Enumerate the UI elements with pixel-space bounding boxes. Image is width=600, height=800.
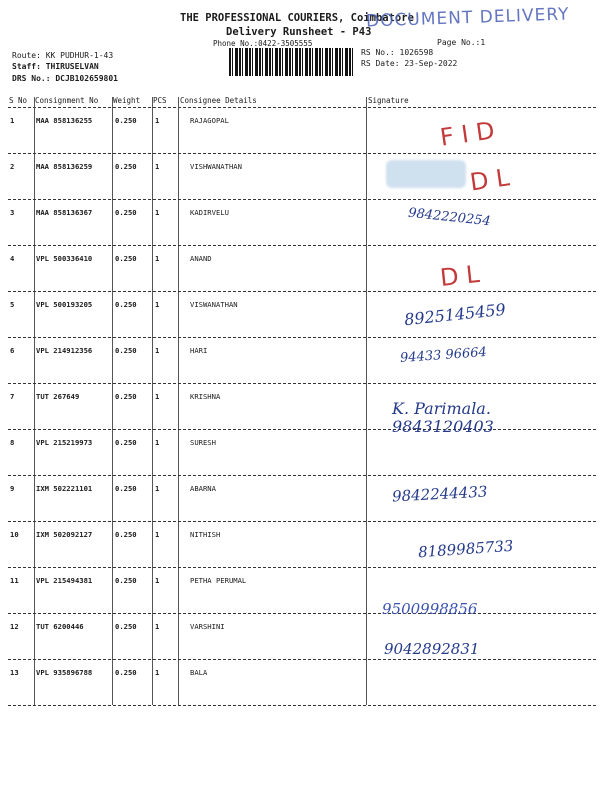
row-pcs: 1 bbox=[155, 162, 160, 171]
signature-12: 9042892831 bbox=[384, 640, 480, 658]
row-consignee: NITHISH bbox=[190, 530, 221, 539]
signature-3: 9842220254 bbox=[407, 205, 492, 230]
row-pcs: 1 bbox=[155, 530, 160, 539]
row-pcs: 1 bbox=[155, 208, 160, 217]
row-weight: 0.250 bbox=[115, 392, 137, 401]
row-weight: 0.250 bbox=[115, 622, 137, 631]
row-divider bbox=[8, 199, 596, 200]
staff-label: Staff: THIRUSELVAN bbox=[12, 62, 99, 71]
row-consignee: VISWANATHAN bbox=[190, 300, 238, 309]
header-divider bbox=[8, 107, 596, 108]
col-sno: S No bbox=[9, 96, 28, 105]
row-consignment: TUT 267649 bbox=[36, 392, 80, 401]
row-divider bbox=[8, 153, 596, 154]
row-pcs: 1 bbox=[155, 484, 160, 493]
row-pcs: 1 bbox=[155, 668, 160, 677]
row-consignee: BALA bbox=[190, 668, 208, 677]
row-sno: 1 bbox=[10, 116, 15, 125]
row-sno: 5 bbox=[10, 300, 15, 309]
row-divider bbox=[8, 521, 596, 522]
row-consignee: HARI bbox=[190, 346, 208, 355]
row-weight: 0.250 bbox=[115, 208, 137, 217]
row-consignment: VPL 214912356 bbox=[36, 346, 93, 355]
row-divider bbox=[8, 567, 596, 568]
row-consignment: VPL 935896788 bbox=[36, 668, 93, 677]
row-divider bbox=[8, 659, 596, 660]
row-sno: 10 bbox=[10, 530, 19, 539]
signature-smudge bbox=[386, 160, 466, 188]
row-pcs: 1 bbox=[155, 392, 160, 401]
row-divider bbox=[8, 613, 596, 614]
phone-number: Phone No.:0422-3505555 bbox=[213, 39, 313, 48]
row-sno: 11 bbox=[10, 576, 19, 585]
row-pcs: 1 bbox=[155, 438, 160, 447]
signature-2: D L bbox=[468, 163, 512, 197]
signature-7: K. Parimala. 9843120403 bbox=[392, 399, 494, 436]
row-pcs: 1 bbox=[155, 622, 160, 631]
row-sno: 7 bbox=[10, 392, 15, 401]
row-consignee: PETHA PERUMAL bbox=[190, 576, 247, 585]
row-consignment: MAA 858136367 bbox=[36, 208, 93, 217]
route-label: Route: KK PUDHUR-1-43 bbox=[12, 51, 114, 60]
row-weight: 0.250 bbox=[115, 438, 137, 447]
row-sno: 9 bbox=[10, 484, 15, 493]
runsheet-title: Delivery Runsheet - P43 bbox=[226, 26, 372, 38]
row-consignee: KADIRVELU bbox=[190, 208, 229, 217]
row-sno: 6 bbox=[10, 346, 15, 355]
row-sno: 8 bbox=[10, 438, 15, 447]
signature-10: 8189985733 bbox=[417, 536, 514, 562]
col-consignee: Consignee Details bbox=[180, 96, 257, 105]
page-number: Page No.:1 bbox=[437, 38, 486, 47]
document-delivery-stamp: DOCUMENT DELIVERY bbox=[365, 4, 570, 32]
row-weight: 0.250 bbox=[115, 668, 137, 677]
row-consignment: TUT 6200446 bbox=[36, 622, 84, 631]
signature-9: 9842244433 bbox=[391, 482, 488, 506]
barcode-image bbox=[229, 48, 355, 76]
row-consignee: ANAND bbox=[190, 254, 212, 263]
row-consignee: VARSHINI bbox=[190, 622, 225, 631]
signature-4: D L bbox=[438, 260, 481, 292]
rs-date: RS Date: 23-Sep-2022 bbox=[361, 59, 458, 68]
row-sno: 12 bbox=[10, 622, 19, 631]
row-consignee: ABARNA bbox=[190, 484, 216, 493]
row-weight: 0.250 bbox=[115, 484, 137, 493]
rs-number: RS No.: 1026598 bbox=[361, 48, 434, 57]
row-weight: 0.250 bbox=[115, 576, 137, 585]
row-consignee: RAJAGOPAL bbox=[190, 116, 229, 125]
row-consignee: VISHWANATHAN bbox=[190, 162, 242, 171]
row-sno: 13 bbox=[10, 668, 19, 677]
row-divider bbox=[8, 337, 596, 338]
row-divider bbox=[8, 475, 596, 476]
signature-6: 94433 96664 bbox=[399, 344, 488, 367]
row-pcs: 1 bbox=[155, 300, 160, 309]
col-consignment: Consignment No bbox=[35, 96, 99, 105]
row-consignment: MAA 858136255 bbox=[36, 116, 93, 125]
row-sno: 3 bbox=[10, 208, 15, 217]
row-consignment: VPL 215219973 bbox=[36, 438, 93, 447]
row-consignment: IXM 502221101 bbox=[36, 484, 93, 493]
signature-1: F I D bbox=[438, 116, 497, 152]
row-divider bbox=[8, 705, 596, 706]
row-divider bbox=[8, 291, 596, 292]
col-pcs: PCS bbox=[153, 96, 167, 105]
col-weight: Weight bbox=[113, 96, 141, 105]
row-consignee: KRISHNA bbox=[190, 392, 221, 401]
row-divider bbox=[8, 245, 596, 246]
company-title: THE PROFESSIONAL COURIERS, Coimbatore bbox=[180, 12, 414, 24]
row-consignment: MAA 858136259 bbox=[36, 162, 93, 171]
row-sno: 4 bbox=[10, 254, 15, 263]
row-pcs: 1 bbox=[155, 576, 160, 585]
drs-number: DRS No.: DCJB102659801 bbox=[12, 74, 118, 83]
row-consignment: VPL 500336410 bbox=[36, 254, 93, 263]
row-consignee: SURESH bbox=[190, 438, 216, 447]
row-sno: 2 bbox=[10, 162, 15, 171]
row-pcs: 1 bbox=[155, 116, 160, 125]
row-weight: 0.250 bbox=[115, 346, 137, 355]
row-weight: 0.250 bbox=[115, 300, 137, 309]
row-divider bbox=[8, 383, 596, 384]
row-pcs: 1 bbox=[155, 346, 160, 355]
row-weight: 0.250 bbox=[115, 162, 137, 171]
row-weight: 0.250 bbox=[115, 254, 137, 263]
row-consignment: VPL 215494381 bbox=[36, 576, 93, 585]
row-pcs: 1 bbox=[155, 254, 160, 263]
row-weight: 0.250 bbox=[115, 530, 137, 539]
row-consignment: VPL 500193205 bbox=[36, 300, 93, 309]
signature-5: 8925145459 bbox=[403, 299, 507, 330]
col-signature: Signature bbox=[368, 96, 409, 105]
row-weight: 0.250 bbox=[115, 116, 137, 125]
signature-11: 9500998856 bbox=[382, 600, 478, 618]
row-consignment: IXM 502092127 bbox=[36, 530, 93, 539]
